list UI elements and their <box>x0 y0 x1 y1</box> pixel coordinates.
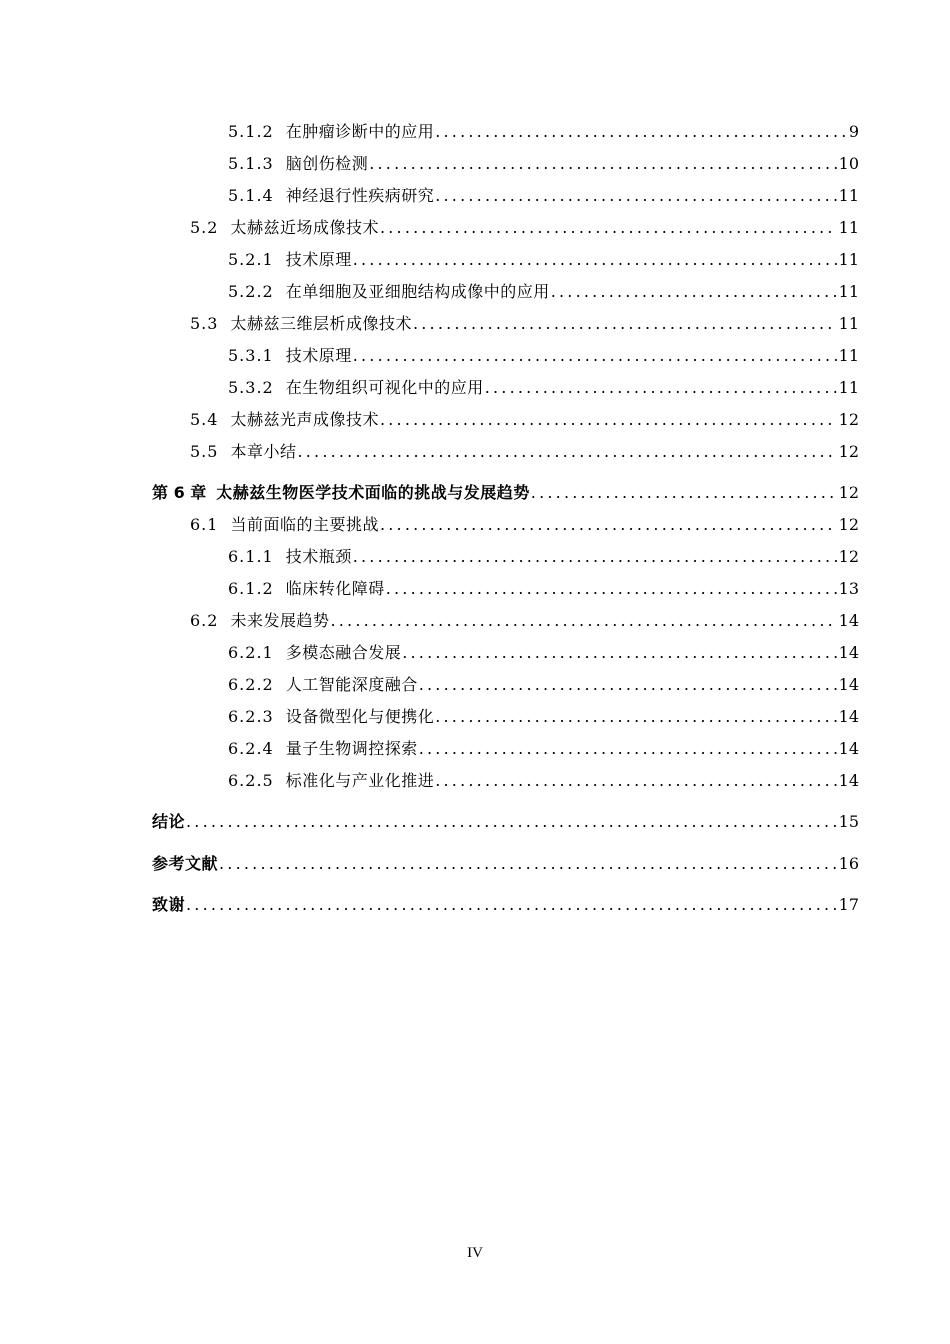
toc-dot-leader <box>551 280 837 304</box>
toc-entry-6-2-1[interactable] <box>228 641 859 665</box>
toc-entry-page: 11 <box>838 314 859 333</box>
toc-entry-title: 太赫兹近场成像技术 <box>230 218 379 237</box>
toc-entry-page: 12 <box>838 483 859 502</box>
toc-entry-5-4[interactable] <box>190 408 859 432</box>
toc-entry-6-1-2[interactable] <box>228 577 859 601</box>
toc-entry-title: 神经退行性疾病研究 <box>285 186 435 205</box>
toc-entry-5-1-2[interactable] <box>228 120 859 144</box>
toc-entry-title: 技术原理 <box>285 250 352 269</box>
toc-entry-page: 11 <box>838 250 859 269</box>
toc-entry-title: 当前面临的主要挑战 <box>230 515 379 534</box>
toc-entry-acknowledgements[interactable] <box>152 893 859 917</box>
toc-entry-title: 太赫兹光声成像技术 <box>230 410 379 429</box>
toc-entry-6-2-2[interactable] <box>228 673 859 697</box>
toc-entry-page: 12 <box>838 547 859 566</box>
toc-entry-number: 第 6 章 <box>152 483 207 502</box>
toc-entry-page: 11 <box>838 186 859 205</box>
toc-dot-leader <box>186 893 837 917</box>
toc-entry-title: 标准化与产业化推进 <box>285 771 435 790</box>
toc-dot-leader <box>186 810 837 834</box>
toc-entry-page: 14 <box>838 611 859 630</box>
toc-entry-5-3-1[interactable] <box>228 344 859 368</box>
toc-dot-leader <box>485 376 837 400</box>
toc-dot-leader <box>353 248 837 272</box>
toc-entry-page: 14 <box>838 707 859 726</box>
toc-entry-title: 量子生物调控探索 <box>285 739 418 758</box>
toc-dot-leader <box>369 152 836 176</box>
toc-entry-number: 5.3.1 <box>228 346 274 365</box>
toc-entry-page: 17 <box>838 895 859 914</box>
toc-entry-number: 6.2.4 <box>228 739 274 758</box>
toc-entry-title: 在单细胞及亚细胞结构成像中的应用 <box>285 282 550 301</box>
toc-entry-5-2-1[interactable] <box>228 248 859 272</box>
toc-entry-number: 5.3 <box>190 314 219 333</box>
toc-dot-leader <box>531 481 837 505</box>
toc-entry-5-5[interactable] <box>190 440 859 464</box>
toc-dot-leader <box>353 545 837 569</box>
toc-entry-6-1[interactable] <box>190 513 859 537</box>
toc-entry-page: 16 <box>838 854 859 873</box>
toc-dot-leader <box>419 737 837 761</box>
toc-dot-leader <box>435 184 836 208</box>
toc-entry-6-2-4[interactable] <box>228 737 859 761</box>
toc-dot-leader <box>386 577 837 601</box>
toc-entry-number: 6.2 <box>190 611 219 630</box>
toc-entry-page: 10 <box>838 154 859 173</box>
toc-entry-title: 设备微型化与便携化 <box>285 707 435 726</box>
toc-entry-5-2[interactable] <box>190 216 859 240</box>
toc-entry-title: 多模态融合发展 <box>285 643 402 662</box>
toc-dot-leader <box>297 440 836 464</box>
toc-entry-5-3[interactable] <box>190 312 859 336</box>
toc-entry-page: 11 <box>838 378 859 397</box>
toc-entry-title: 技术瓶颈 <box>285 547 352 566</box>
toc-entry-title: 本章小结 <box>230 442 297 461</box>
toc-entry-title: 未来发展趋势 <box>230 611 330 630</box>
toc-entry-number: 5.1.4 <box>228 186 274 205</box>
toc-entry-number: 5.1.2 <box>228 122 274 141</box>
toc-entry-conclusion[interactable] <box>152 810 859 834</box>
toc-entry-title: 结论 <box>152 812 186 831</box>
toc-entry-references[interactable] <box>152 852 859 876</box>
toc-entry-number: 6.2.2 <box>228 675 274 694</box>
toc-dot-leader <box>413 312 837 336</box>
toc-dot-leader <box>435 120 847 144</box>
toc-entry-number: 5.1.3 <box>228 154 274 173</box>
toc-entry-6-2-5[interactable] <box>228 769 859 793</box>
toc-entry-number: 6.1 <box>190 515 219 534</box>
toc-dot-leader <box>330 609 836 633</box>
toc-entry-page: 11 <box>838 282 859 301</box>
toc-dot-leader <box>419 673 837 697</box>
toc-entry-title: 太赫兹三维层析成像技术 <box>230 314 412 333</box>
toc-entry-page: 11 <box>838 346 859 365</box>
toc-entry-5-2-2[interactable] <box>228 280 859 304</box>
toc-entry-page: 12 <box>838 515 859 534</box>
toc-dot-leader <box>380 408 837 432</box>
toc-entry-page: 14 <box>838 739 859 758</box>
toc-entry-title: 致谢 <box>152 895 186 914</box>
toc-entry-chapter-6[interactable] <box>152 481 859 505</box>
toc-entry-5-1-3[interactable] <box>228 152 859 176</box>
toc-entry-page: 14 <box>838 675 859 694</box>
toc-entry-6-2-3[interactable] <box>228 705 859 729</box>
toc-entry-page: 13 <box>838 579 859 598</box>
toc-entry-page: 9 <box>848 122 859 141</box>
toc-dot-leader <box>435 769 836 793</box>
toc-entry-number: 6.2.1 <box>228 643 274 662</box>
toc-entry-5-3-2[interactable] <box>228 376 859 400</box>
toc-entry-page: 15 <box>838 812 859 831</box>
toc-dot-leader <box>402 641 836 665</box>
toc-entry-title: 脑创伤检测 <box>285 154 369 173</box>
toc-entry-title: 太赫兹生物医学技术面临的挑战与发展趋势 <box>216 483 530 502</box>
toc-dot-leader <box>380 513 837 537</box>
toc-entry-title: 技术原理 <box>285 346 352 365</box>
toc-entry-page: 12 <box>838 410 859 429</box>
toc-entry-title: 在生物组织可视化中的应用 <box>285 378 484 397</box>
toc-entry-title: 人工智能深度融合 <box>285 675 418 694</box>
toc-dot-leader <box>380 216 837 240</box>
toc-dot-leader <box>353 344 837 368</box>
toc-entry-title: 临床转化障碍 <box>285 579 385 598</box>
toc-entry-6-1-1[interactable] <box>228 545 859 569</box>
toc-entry-number: 6.2.3 <box>228 707 274 726</box>
toc-entry-page: 12 <box>838 442 859 461</box>
toc-entry-page: 11 <box>838 218 859 237</box>
toc-entry-number: 5.2 <box>190 218 219 237</box>
toc-entry-5-1-4[interactable] <box>228 184 859 208</box>
toc-entry-number: 5.2.1 <box>228 250 274 269</box>
toc-entry-6-2[interactable] <box>190 609 859 633</box>
toc-entry-title: 参考文献 <box>152 854 219 873</box>
page-number: IV <box>467 1245 483 1261</box>
toc-entry-number: 5.5 <box>190 442 219 461</box>
toc-entry-page: 14 <box>838 771 859 790</box>
toc-entry-number: 5.3.2 <box>228 378 274 397</box>
toc-entry-number: 6.1.2 <box>228 579 274 598</box>
toc-entry-number: 6.2.5 <box>228 771 274 790</box>
toc-dot-leader <box>435 705 836 729</box>
toc-entry-number: 5.2.2 <box>228 282 274 301</box>
toc-entry-number: 5.4 <box>190 410 219 429</box>
toc-entry-page: 14 <box>838 643 859 662</box>
toc-entry-number: 6.1.1 <box>228 547 274 566</box>
toc-entry-title: 在肿瘤诊断中的应用 <box>285 122 435 141</box>
toc-dot-leader <box>219 852 837 876</box>
